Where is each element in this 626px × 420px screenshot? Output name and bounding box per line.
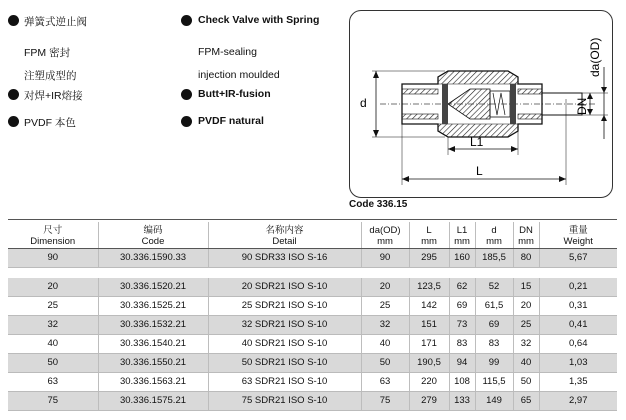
column-header-top: L1	[456, 224, 468, 236]
table-row	[8, 372, 617, 391]
table-cell: 63 SDR21 ISO S-10	[208, 372, 361, 391]
table-cell: 190,5	[409, 353, 449, 372]
table-cell: 25	[8, 296, 98, 315]
table-cell: 149	[475, 391, 513, 410]
table-cell: 32	[361, 315, 409, 334]
column-header-top: da(OD)	[369, 224, 401, 236]
table-cell: 171	[409, 334, 449, 353]
column-header-top: L	[426, 224, 432, 236]
table-cell: 83	[449, 334, 475, 353]
table-cell: 30.336.1520.21	[98, 278, 208, 297]
column-header	[8, 222, 98, 248]
column-header-bottom: Detail	[272, 235, 297, 247]
table-cell: 123,5	[409, 278, 449, 297]
table-cell: 40	[513, 353, 539, 372]
table-cell: 0,21	[539, 278, 617, 297]
table-cell: 30.336.1575.21	[98, 391, 208, 410]
table-cell: 83	[475, 334, 513, 353]
table-cell: 220	[409, 372, 449, 391]
table-cell: 30.336.1590.33	[98, 248, 208, 267]
table-cell: 0,41	[539, 315, 617, 334]
column-header-bottom: mm	[421, 235, 437, 247]
table-cell: 20	[361, 278, 409, 297]
column-header-bottom: mm	[377, 235, 393, 247]
table-cell: 25	[361, 296, 409, 315]
feature-en-3: injection moulded	[198, 69, 280, 81]
column-header-top: 重量	[568, 224, 588, 236]
column-header	[361, 222, 409, 248]
table-cell: 99	[475, 353, 513, 372]
table-cell: 50	[513, 372, 539, 391]
column-header	[409, 222, 449, 248]
column-header-top: d	[491, 224, 497, 236]
table-cell: 90 SDR33 ISO S-16	[208, 248, 361, 267]
table-cell: 52	[475, 278, 513, 297]
feature-en-2: FPM-sealing	[198, 46, 257, 58]
table-cell: 108	[449, 372, 475, 391]
column-header-bottom: mm	[454, 235, 470, 247]
table-row	[8, 391, 617, 410]
table-cell: 20	[8, 278, 98, 297]
dim-dn-label: DN	[575, 97, 589, 115]
column-header	[513, 222, 539, 248]
column-header-bottom: mm	[518, 235, 534, 247]
feature-zh-2: FPM 密封	[24, 47, 71, 59]
table-top-rule	[8, 219, 617, 220]
table-cell: 61,5	[475, 296, 513, 315]
bullet-icon	[181, 116, 192, 127]
table-cell: 151	[409, 315, 449, 334]
table-cell: 279	[409, 391, 449, 410]
table-header-row	[8, 222, 617, 248]
bullet-icon	[181, 15, 192, 26]
table-cell: 20 SDR21 ISO S-10	[208, 278, 361, 297]
table-cell: 142	[409, 296, 449, 315]
feature-en-5: PVDF natural	[198, 115, 264, 127]
dim-d-label: d	[360, 96, 367, 110]
table-cell: 73	[449, 315, 475, 334]
table-cell: 115,5	[475, 372, 513, 391]
table-cell: 63	[361, 372, 409, 391]
table-cell: 2,97	[539, 391, 617, 410]
column-header	[449, 222, 475, 248]
dim-da-label: da(OD)	[588, 37, 602, 77]
column-header-bottom: Code	[141, 235, 165, 247]
column-header-top: 名称内容	[265, 224, 304, 236]
table-cell: 40 SDR21 ISO S-10	[208, 334, 361, 353]
dimension-table	[8, 222, 617, 411]
table-cell: 1,03	[539, 353, 617, 372]
table-row	[8, 278, 617, 297]
feature-zh-5: PVDF 本色	[24, 117, 76, 129]
feature-en-4: Butt+IR-fusion	[198, 88, 271, 100]
table-cell: 0,64	[539, 334, 617, 353]
valve-cross-section	[350, 11, 612, 197]
feature-en-1: Check Valve with Spring	[198, 14, 320, 26]
table-cell: 63	[8, 372, 98, 391]
feature-zh-4: 对焊+IR熔接	[24, 90, 83, 102]
bullet-icon	[8, 15, 19, 26]
table-row	[8, 334, 617, 353]
table-row	[8, 248, 617, 267]
column-header	[539, 222, 617, 248]
table-cell: 133	[449, 391, 475, 410]
table-cell: 32 SDR21 ISO S-10	[208, 315, 361, 334]
table-cell: 62	[449, 278, 475, 297]
table-cell: 75	[361, 391, 409, 410]
column-header-top: 尺寸	[43, 224, 63, 236]
table-cell: 69	[449, 296, 475, 315]
table-cell: 50	[361, 353, 409, 372]
table-cell: 75	[8, 391, 98, 410]
table-cell: 25 SDR21 ISO S-10	[208, 296, 361, 315]
table-cell: 50	[8, 353, 98, 372]
dim-l-label: L	[476, 164, 483, 178]
table-cell: 185,5	[475, 248, 513, 267]
table-cell: 80	[513, 248, 539, 267]
table-cell: 90	[361, 248, 409, 267]
table-cell: 40	[8, 334, 98, 353]
dim-l1-label: L1	[470, 135, 484, 149]
table-cell: 50 SDR21 ISO S-10	[208, 353, 361, 372]
table-cell: 65	[513, 391, 539, 410]
feature-zh-1: 弹簧式逆止阀	[24, 16, 87, 28]
table-row	[8, 296, 617, 315]
table-cell: 90	[8, 248, 98, 267]
table-cell: 30.336.1525.21	[98, 296, 208, 315]
column-header	[208, 222, 361, 248]
table-cell: 20	[513, 296, 539, 315]
column-header-bottom: mm	[486, 235, 502, 247]
column-header	[98, 222, 208, 248]
feature-zh-3: 注塑成型的	[24, 70, 77, 82]
table-body	[8, 248, 617, 410]
table-cell: 30.336.1550.21	[98, 353, 208, 372]
table-cell: 30.336.1540.21	[98, 334, 208, 353]
table-cell: 160	[449, 248, 475, 267]
table-cell: 295	[409, 248, 449, 267]
table-cell: 69	[475, 315, 513, 334]
table-row	[8, 315, 617, 334]
table-cell: 1,35	[539, 372, 617, 391]
table-cell: 32	[513, 334, 539, 353]
column-header	[475, 222, 513, 248]
table-cell: 0,31	[539, 296, 617, 315]
product-code: Code 336.15	[349, 199, 408, 210]
table-cell: 94	[449, 353, 475, 372]
table-cell: 5,67	[539, 248, 617, 267]
column-header-top: 编码	[143, 224, 163, 236]
table-group-gap	[8, 267, 617, 278]
bullet-icon	[181, 89, 192, 100]
bullet-icon	[8, 116, 19, 127]
table-row	[8, 353, 617, 372]
column-header-bottom: Weight	[563, 235, 593, 247]
gap-cell	[8, 267, 617, 278]
column-header-bottom: Dimension	[30, 235, 76, 247]
bullet-icon	[8, 89, 19, 100]
table-cell: 75 SDR21 ISO S-10	[208, 391, 361, 410]
valve-drawing	[349, 10, 613, 198]
table-cell: 30.336.1563.21	[98, 372, 208, 391]
column-header-top: DN	[519, 224, 533, 236]
table-cell: 25	[513, 315, 539, 334]
table-cell: 30.336.1532.21	[98, 315, 208, 334]
table-cell: 15	[513, 278, 539, 297]
table-cell: 32	[8, 315, 98, 334]
table-cell: 40	[361, 334, 409, 353]
